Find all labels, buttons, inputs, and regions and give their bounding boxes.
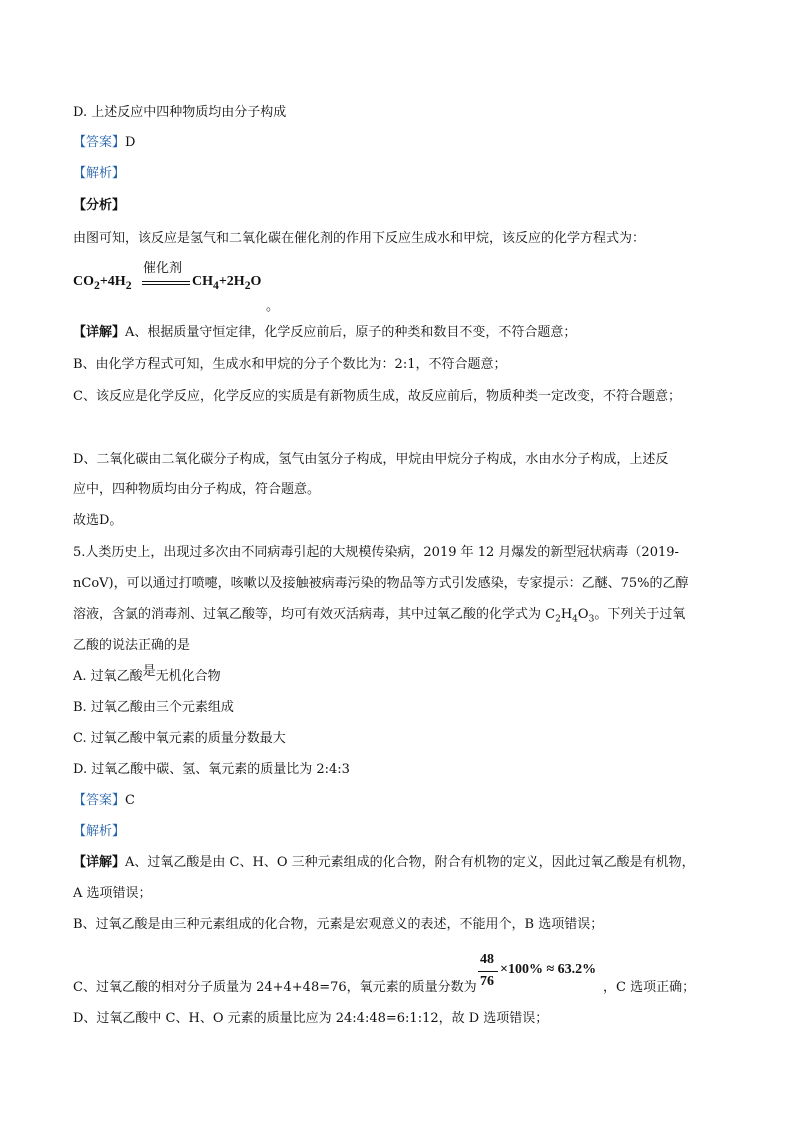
- q4-conclusion: 故选D。: [73, 513, 123, 528]
- detail-text: A、过氧乙酸是由 C、H、O 三种元素组成的化合物，附合有机物的定义，因此过氧乙酸是有机物，: [125, 855, 695, 870]
- q5-detail-b: B、过氧乙酸是由三种元素组成的化合物，元素是宏观意义的表述，不能用个，B 选项错误；: [73, 917, 604, 932]
- q5-detail-a-line1: [73, 854, 695, 872]
- eq-ch: CH: [192, 274, 213, 289]
- eq-sub: 4: [213, 278, 219, 292]
- q4-analysis-tag: 【解析】: [73, 166, 126, 181]
- q5-detail-d: D、过氧乙酸中 C、H、O 元素的质量比应为 24:4:48=6:1:12，故 D 选项错误；: [73, 1011, 549, 1026]
- q4-detail-a: [73, 324, 576, 342]
- q5-option-d: D. 过氧乙酸中碳、氢、氧元素的质量比为 2:4:3: [73, 762, 350, 777]
- eq-sub: 2: [244, 278, 251, 292]
- fraction-percent: ×100% ≈ 63.2%: [500, 962, 597, 977]
- q4-option-d: D. 上述反应中四种物质均由分子构成: [73, 105, 287, 120]
- q5-analysis-tag: 【解析】: [73, 824, 126, 839]
- fraction-numerator: 48: [480, 952, 494, 967]
- stem-text: 溶液，含氯的消毒剂、过氧乙酸等，均可有效灭活病毒，其中过氧乙酸的化学式为 C: [73, 607, 556, 622]
- formula-sub: 4: [572, 614, 578, 625]
- detail-tag: 【详解】: [73, 855, 126, 870]
- q4-detail-d-line2: 应中，四种物质均由分子构成，符合题意。: [73, 482, 321, 497]
- equation-condition: 催化剂: [143, 261, 183, 276]
- equation-products: [192, 274, 261, 292]
- detail-tag: 【详解】: [73, 325, 126, 340]
- eq-co: CO: [73, 274, 94, 289]
- formula-o: O: [577, 607, 589, 622]
- eq-o: O: [250, 274, 262, 289]
- formula-h: H: [560, 607, 573, 622]
- fraction-bar: [478, 971, 498, 972]
- option-text: A. 过氧乙酸: [73, 669, 143, 684]
- q5-detail-a-line2: A 选项错误；: [73, 886, 152, 901]
- q5-option-b: B. 过氧乙酸由三个元素组成: [73, 700, 234, 715]
- q5-stem-line1: 5.人类历史上，出现过多次由不同病毒引起的大规模传染病，2019 年 12 月爆发的新型冠状病毒（2019-: [73, 545, 679, 560]
- q5-answer: [73, 792, 135, 810]
- answer-tag: 【答案】: [73, 793, 126, 808]
- equation-period: 。: [266, 299, 280, 314]
- stem-text: 。下列关于过氧: [594, 607, 686, 622]
- q4-fenxi-text: 由图可知，该反应是氢气和二氧化碳在催化剂的作用下反应生成水和甲烷，该反应的化学方程式为：: [73, 231, 646, 246]
- formula-sub: 2: [555, 614, 561, 625]
- q4-fenxi-tag: 【分析】: [73, 198, 126, 213]
- q5-detail-c: [73, 979, 477, 997]
- eq-sub: 2: [125, 278, 132, 292]
- eq-sub: 2: [94, 278, 100, 292]
- option-text: 无机化合物: [155, 669, 221, 684]
- q4-detail-b: B、由化学方程式可知，生成水和甲烷的分子个数比为：2:1，不符合题意；: [73, 357, 507, 372]
- q5-option-a: [73, 664, 221, 686]
- equation-reactants: [73, 274, 132, 292]
- fraction-denominator: 76: [480, 974, 494, 989]
- q4-answer: [73, 134, 135, 152]
- formula-sub: 3: [588, 614, 595, 625]
- answer-tag: 【答案】: [73, 135, 126, 150]
- answer-value: D: [125, 135, 136, 150]
- eq-h2: +4H: [99, 274, 126, 289]
- q5-stem-line2: nCoV)，可以通过打喷嚏，咳嗽以及接触被病毒污染的物品等方式引发感染，专家提示：乙醚、75%的乙醇: [73, 576, 689, 591]
- equation-equal-sign: [142, 281, 190, 285]
- q5-detail-c-tail: ，C 选项正确；: [603, 980, 696, 995]
- q4-detail-d-line1: D、二氧化碳由二氧化碳分子构成，氢气由氢分子构成，甲烷由甲烷分子构成，水由水分子构成，上述反: [73, 452, 669, 467]
- q5-stem-line4: 乙酸的说法正确的是: [73, 638, 191, 653]
- eq-h2o: +2H: [218, 274, 245, 289]
- option-sup: 是: [142, 664, 156, 679]
- q5-stem-line3: [73, 606, 685, 629]
- q4-detail-c: C、该反应是化学反应，化学反应的实质是有新物质生成，故反应前后，物质种类一定改变，不符合题意；: [73, 389, 681, 404]
- q5-option-c: C. 过氧乙酸中氧元素的质量分数最大: [73, 731, 286, 746]
- detail-text: C、过氧乙酸的相对分子质量为 24+4+48=76，氧元素的质量分数为: [73, 980, 477, 995]
- answer-value: C: [125, 793, 135, 808]
- detail-text: A、根据质量守恒定律，化学反应前后，原子的种类和数目不变，不符合题意；: [125, 325, 577, 340]
